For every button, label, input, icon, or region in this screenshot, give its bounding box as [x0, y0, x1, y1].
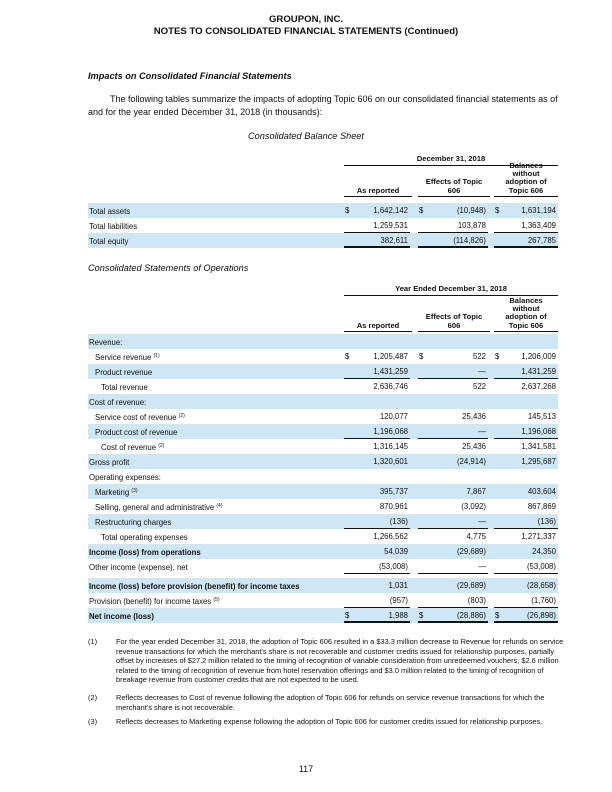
cell-value: (1,760) [531, 596, 556, 605]
value-cell [494, 409, 558, 424]
table-row [88, 608, 558, 623]
cell-value: (53,008) [526, 562, 556, 571]
operations-period-header: Year Ended December 31, 2018 [344, 284, 558, 296]
table-row [88, 514, 558, 529]
section-title: Impacts on Consolidated Financial Statements [88, 71, 292, 81]
value-cell [418, 593, 488, 608]
row-label-text: Selling, general and administrative [95, 503, 215, 512]
row-label-text: Income (loss) from operations [89, 548, 201, 557]
value-cell [418, 454, 488, 469]
table-row [88, 218, 558, 233]
value-cell [418, 514, 488, 529]
bs-col-as-reported [344, 166, 412, 197]
cell-value: 4,775 [466, 532, 486, 541]
value-cell [344, 218, 410, 233]
cell-value: 1,431,259 [373, 367, 408, 376]
cell-value: 1,431,259 [521, 367, 556, 376]
row-label [101, 379, 148, 395]
footnote [88, 717, 570, 727]
row-label-text: Net income (loss) [89, 612, 154, 621]
cell-value: (29,689) [456, 547, 486, 556]
value-cell [418, 499, 488, 514]
value-cell [494, 544, 558, 559]
row-label [89, 578, 300, 594]
value-cell [418, 469, 488, 484]
value-cell [344, 349, 410, 364]
row-label-text: Cost of revenue: [89, 398, 147, 407]
currency-symbol: $ [495, 611, 500, 620]
bs-col1-label: As reported [356, 185, 400, 195]
cell-value: (136) [537, 517, 556, 526]
row-label-text: Service revenue [95, 353, 152, 362]
value-cell [344, 499, 410, 514]
value-cell [344, 454, 410, 469]
row-label [89, 218, 137, 234]
cell-value: 1,295,687 [521, 457, 556, 466]
table-row [88, 364, 558, 379]
value-cell [494, 578, 558, 593]
currency-symbol: $ [345, 611, 350, 620]
value-cell [418, 529, 488, 544]
row-label [89, 233, 128, 249]
value-cell [418, 439, 488, 454]
footnote-ref: (2) [178, 413, 185, 419]
value-cell [418, 203, 488, 218]
value-cell [494, 469, 558, 484]
value-cell [344, 544, 410, 559]
row-label [89, 608, 154, 624]
ops-col3-line: without [512, 304, 540, 314]
bs-col2-line: Effects of Topic [425, 177, 483, 187]
cell-value: 24,350 [532, 547, 556, 556]
value-cell [494, 364, 558, 379]
value-cell [344, 484, 410, 499]
row-label-text: Total assets [89, 207, 131, 216]
cell-value: 1,196,068 [521, 427, 556, 436]
value-cell [494, 484, 558, 499]
ops-col-as-reported [344, 296, 412, 332]
footnote-ref: (2) [158, 443, 165, 449]
value-cell [344, 578, 410, 593]
row-label-text: Provision (benefit) for income taxes [89, 597, 212, 606]
value-cell [344, 593, 410, 608]
table-row [88, 499, 558, 514]
value-cell [344, 514, 410, 529]
row-label [95, 484, 138, 500]
value-cell [344, 439, 410, 454]
value-cell [418, 409, 488, 424]
ops-col2-line: Effects of Topic [425, 312, 483, 322]
value-cell [418, 544, 488, 559]
table-row [88, 334, 558, 349]
table-row [88, 469, 558, 484]
footnote [88, 637, 570, 685]
cell-value: 1,206,009 [521, 352, 556, 361]
cell-value: (136) [389, 517, 408, 526]
cell-value: 382,611 [380, 236, 408, 245]
row-label-text: Gross profit [89, 458, 130, 467]
row-label [101, 529, 188, 545]
bs-col3-line: adoption of [505, 177, 547, 187]
currency-symbol: $ [495, 206, 500, 215]
value-cell [344, 203, 410, 218]
cell-value: 2,637,268 [521, 382, 556, 391]
cell-value: — [478, 517, 486, 526]
bs-col3-line: Balances [509, 160, 543, 170]
value-cell [494, 559, 558, 574]
value-cell [418, 394, 488, 409]
row-label-text: Operating expenses: [89, 473, 161, 482]
cell-value: 25,436 [462, 412, 486, 421]
intro-text: The following tables summarize the impacts of adopting Topic 606 on our consolidated financial statements as of and for the year ended December 31, 2018 (in thousands): [88, 94, 558, 117]
currency-symbol: $ [419, 611, 424, 620]
table-row [88, 439, 558, 454]
table-row [88, 394, 558, 409]
value-cell [344, 529, 410, 544]
table-row [88, 544, 558, 559]
footnote-ref: (4) [216, 503, 223, 509]
table-row [88, 203, 558, 218]
row-label-text: Restructuring charges [95, 518, 172, 527]
table-row [88, 233, 558, 248]
value-cell [418, 379, 488, 394]
ops-col2-line: 606 [447, 320, 461, 330]
value-cell [494, 514, 558, 529]
value-cell [344, 394, 410, 409]
value-cell [418, 559, 488, 574]
currency-symbol: $ [495, 352, 500, 361]
table-row [88, 529, 558, 544]
row-label-text: Total operating expenses [101, 533, 188, 542]
cell-value: 1,316,145 [373, 442, 408, 451]
row-label [95, 514, 171, 530]
cell-value: (28,886) [456, 611, 486, 620]
row-label-text: Income (loss) before provision (benefit) for income taxes [89, 582, 300, 591]
row-label-text: Product revenue [95, 368, 153, 377]
row-label [89, 203, 130, 219]
value-cell [344, 608, 410, 623]
row-label [89, 454, 129, 470]
value-cell [494, 439, 558, 454]
ops-col1-label: As reported [356, 320, 400, 330]
page-subtitle: NOTES TO CONSOLIDATED FINANCIAL STATEMENTS (Continued) [153, 26, 459, 37]
footnote-ref: (5) [213, 597, 220, 603]
cell-value: (53,008) [378, 562, 408, 571]
ops-col3-line: adoption of [505, 312, 547, 322]
cell-value: 1,031 [388, 581, 408, 590]
value-cell [344, 409, 410, 424]
value-cell [494, 608, 558, 623]
value-cell [494, 499, 558, 514]
cell-value: (26,898) [526, 611, 556, 620]
cell-value: 145,513 [527, 412, 556, 421]
cell-value: 1,266,562 [373, 532, 408, 541]
bs-col-without-adoption [494, 160, 558, 197]
currency-symbol: $ [419, 206, 424, 215]
row-label-text: Revenue: [89, 338, 123, 347]
value-cell [494, 394, 558, 409]
cell-value: (3,092) [461, 502, 486, 511]
value-cell [494, 203, 558, 218]
cell-value: (803) [467, 596, 486, 605]
cell-value: 120,077 [379, 412, 408, 421]
balance-sheet-title: Consolidated Balance Sheet [248, 131, 364, 141]
row-label-text: Total liabilities [89, 222, 138, 231]
table-row [88, 578, 558, 593]
cell-value: 2,636,746 [373, 382, 408, 391]
value-cell [418, 233, 488, 248]
bs-col-effects [418, 166, 490, 197]
row-label [89, 544, 201, 560]
value-cell [494, 454, 558, 469]
cell-value: (957) [389, 596, 408, 605]
cell-value: (28,658) [526, 581, 556, 590]
footnote [88, 693, 570, 712]
page-number: 117 [298, 764, 314, 774]
value-cell [418, 334, 488, 349]
cell-value: 7,867 [466, 487, 486, 496]
cell-value: (24,914) [456, 457, 486, 466]
footnote-number: (3) [88, 717, 98, 726]
currency-symbol: $ [345, 206, 350, 215]
row-label [95, 424, 177, 440]
row-label [89, 469, 161, 485]
value-cell [344, 233, 410, 248]
value-cell [418, 424, 488, 439]
row-label [89, 334, 122, 350]
cell-value: 1,196,068 [373, 427, 408, 436]
bs-col2-line: 606 [447, 185, 461, 195]
row-label-text: Other income (expense), net [89, 563, 188, 572]
row-label-text: Product cost of revenue [95, 428, 178, 437]
table-row [88, 349, 558, 364]
table-row [88, 454, 558, 469]
value-cell [418, 364, 488, 379]
cell-value: 1,259,531 [373, 221, 408, 230]
footnote-ref: (1) [153, 353, 160, 359]
footnote-text: Reflects decreases to Cost of revenue following the adoption of Topic 606 for refunds on service revenue transactions for which the merchant's share is not recoverable. [116, 693, 545, 712]
row-label [89, 593, 220, 609]
value-cell [418, 608, 488, 623]
value-cell [344, 379, 410, 394]
cell-value: 1,205,487 [373, 352, 408, 361]
footnote-number: (2) [88, 693, 98, 702]
cell-value: 1,341,581 [521, 442, 556, 451]
row-label-text: Service cost of revenue [95, 413, 177, 422]
value-cell [494, 349, 558, 364]
row-label [95, 364, 152, 380]
row-label [89, 559, 188, 575]
cell-value: (29,689) [456, 581, 486, 590]
cell-value: 1,363,409 [521, 221, 556, 230]
row-label-text: Cost of revenue [101, 443, 157, 452]
cell-value: 403,604 [527, 487, 556, 496]
cell-value: 25,436 [462, 442, 486, 451]
value-cell [494, 233, 558, 248]
footnote-number: (1) [88, 637, 98, 646]
value-cell [344, 364, 410, 379]
value-cell [494, 334, 558, 349]
row-label-text: Total revenue [101, 383, 148, 392]
cell-value: 1,271,337 [521, 532, 556, 541]
value-cell [494, 218, 558, 233]
value-cell [344, 424, 410, 439]
value-cell [344, 334, 410, 349]
cell-value: 1,320,601 [373, 457, 408, 466]
table-row [88, 379, 558, 394]
row-label [101, 439, 164, 455]
cell-value: (114,826) [453, 236, 486, 245]
row-label [89, 394, 146, 410]
value-cell [418, 349, 488, 364]
ops-col3-line: Balances [509, 295, 543, 305]
cell-value: — [478, 562, 486, 571]
cell-value: 395,737 [379, 487, 408, 496]
value-cell [418, 218, 488, 233]
operations-title: Consolidated Statements of Operations [88, 263, 249, 273]
cell-value: — [478, 367, 486, 376]
cell-value: (10,948) [456, 206, 486, 215]
bs-col3-line: without [512, 169, 540, 179]
value-cell [494, 424, 558, 439]
cell-value: 1,631,194 [521, 206, 556, 215]
cell-value: — [478, 427, 486, 436]
table-row [88, 424, 558, 439]
footnote-ref: (3) [131, 488, 138, 494]
value-cell [344, 559, 410, 574]
footnote-text: For the year ended December 31, 2018, the adoption of Topic 606 resulted in a $33.3 million decrease to Revenue for refunds on service revenue transactions for which the merchant's share is not recoverable and customer credits issued for relationship purposes, partially offset by increases of $27.2 million related to the timing of recognition of variable consideration from unredeemed vouchers, $2.6 million related to the timing of recognition of revenue from hotel reservation offerings and $3.0 million related to the timing of recognition of breakage revenue from customer credits that are not expected to be used. [116, 637, 564, 685]
ops-col3-line: Topic 606 [508, 320, 544, 330]
ops-col-effects [418, 296, 490, 332]
cell-value: 867,869 [527, 502, 556, 511]
value-cell [494, 379, 558, 394]
row-label [95, 499, 223, 515]
table-row [88, 593, 558, 608]
row-label-text: Total equity [89, 237, 129, 246]
value-cell [344, 469, 410, 484]
table-row [88, 559, 558, 574]
cell-value: 267,785 [527, 236, 556, 245]
value-cell [418, 578, 488, 593]
currency-symbol: $ [419, 352, 424, 361]
cell-value: 1,642,142 [373, 206, 408, 215]
row-label-text: Marketing [95, 488, 130, 497]
table-row [88, 484, 558, 499]
cell-value: 54,039 [384, 547, 408, 556]
row-label [95, 409, 185, 425]
bs-col3-line: Topic 606 [508, 185, 544, 195]
cell-value: 870,961 [379, 502, 408, 511]
balance-sheet-period-header: December 31, 2018 [344, 154, 558, 166]
value-cell [494, 593, 558, 608]
value-cell [494, 529, 558, 544]
currency-symbol: $ [345, 352, 350, 361]
intro-paragraph [88, 93, 570, 119]
footnote-text: Reflects decreases to Marketing expense following the adoption of Topic 606 for customer credits issued for relationship purposes. [116, 717, 543, 726]
table-row [88, 409, 558, 424]
value-cell [418, 484, 488, 499]
row-label [95, 349, 160, 365]
cell-value: 103,878 [457, 221, 486, 230]
cell-value: 522 [472, 352, 486, 361]
cell-value: 522 [472, 382, 486, 391]
ops-col-without-adoption [494, 296, 558, 332]
company-name: GROUPON, INC. [268, 14, 344, 25]
cell-value: 1,988 [388, 611, 408, 620]
